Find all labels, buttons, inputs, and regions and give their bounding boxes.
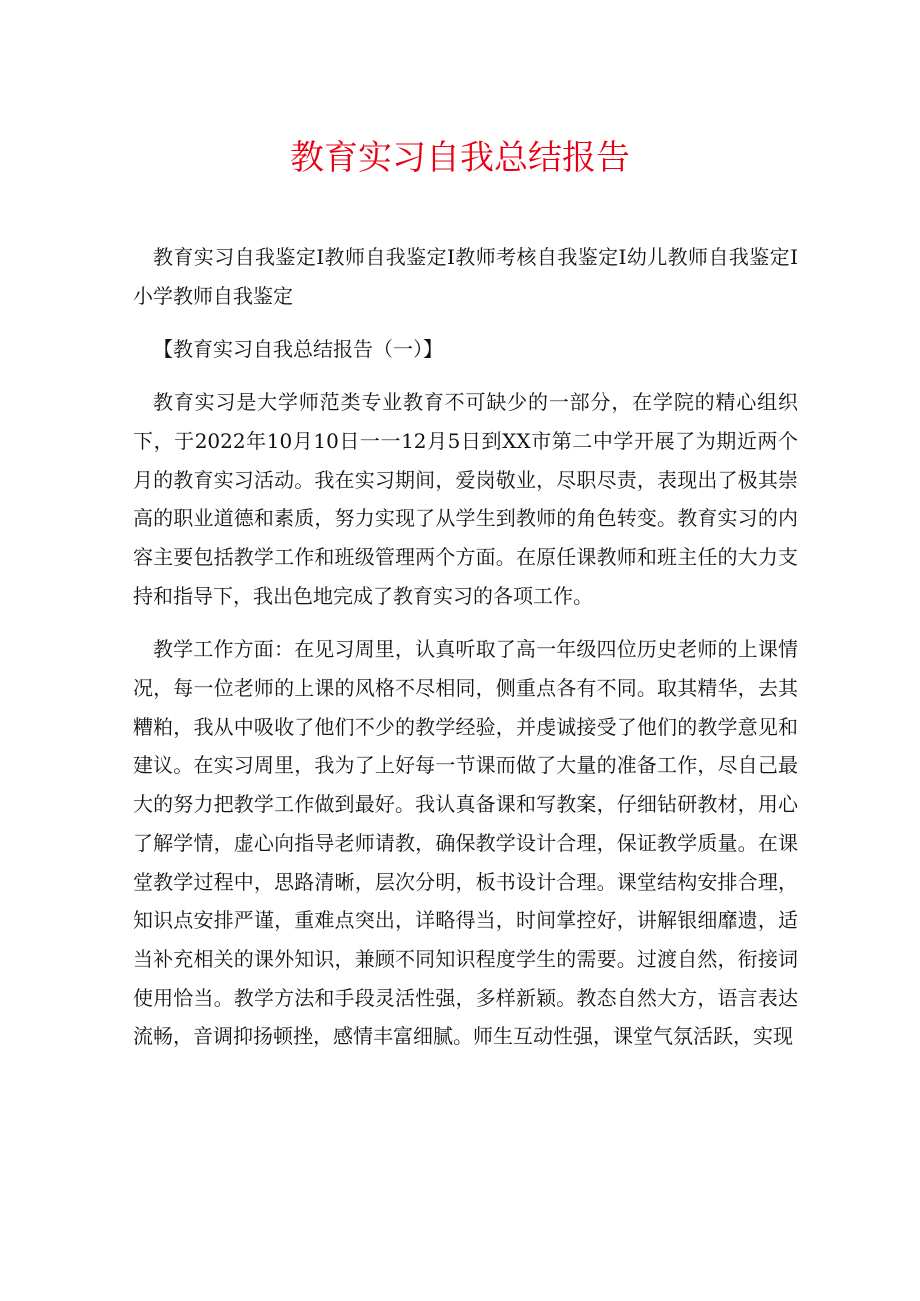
document-title: 教育实习自我总结报告 <box>290 138 630 178</box>
section-heading: 【教育实习自我总结报告（一）】 <box>153 337 443 362</box>
tags-line: 教育实习自我鉴定Ⅰ教师自我鉴定Ⅰ教师考核自我鉴定Ⅰ幼儿教师自我鉴定Ⅰ小学教师自我鉴定 <box>133 245 798 308</box>
paragraph: 教学工作方面：在见习周里，认真听取了高一年级四位历史老师的上课情况，每一位老师的上课的风格不尽相同，侧重点各有不同。取其精华，去其糟粕，我从中吸收了他们不少的教学经验，并虔诚接受了他们的教学意见和建议。在实习周里，我为了上好每一节课而做了大量的准备工作，尽自己最大的努力把教学工作做到最好。我认真备课和写教案，仔细钻研教材，用心了解学情，虚心向指导老师请教，确保教学设计合理，保证教学质量。在课堂教学过程中，思路清晰，层次分明，板书设计合理。课堂结构安排合理，知识点安排严谨，重难点突出，详略得当，时间掌控好，讲解银细靡遗，适当补充相关的课外知识，兼顾不同知识程度学生的需要。过渡自然，衔接词使用恰当。教学方法和手段灵活性强，多样新颖。教态自然大方，语言表达流畅，音调抑扬顿挫，感情丰富细腻。师生互动性强，课堂气氛活跃，实现 <box>133 637 798 1049</box>
paragraph: 教育实习是大学师范类专业教育不可缺少的一部分，在学院的精心组织下，于2022年10月10日一一12月5日到XX市第二中学开展了为期近两个月的教育实习活动。我在实习期间，爱岗敬业，尽职尽责，表现出了极其崇高的职业道德和素质，努力实现了从学生到教师的角色转变。教育实习的内容主要包括教学工作和班级管理两个方面。在原任课教师和班主任的大力支持和指导下，我出色地完成了教育实习的各项工作。 <box>133 390 798 608</box>
document-body <box>133 238 798 1056</box>
